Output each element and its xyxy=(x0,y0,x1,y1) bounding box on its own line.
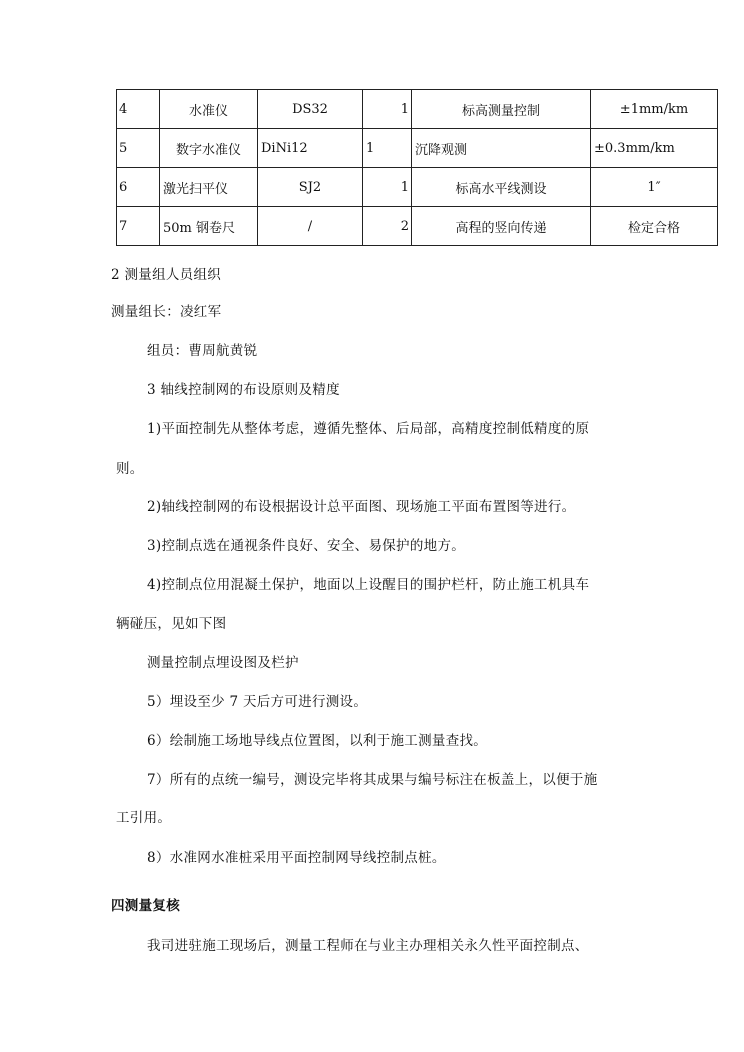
instrument-model: SJ2 xyxy=(258,168,363,207)
instrument-model: DS32 xyxy=(258,90,363,129)
instrument-use: 沉降观测 xyxy=(412,129,591,168)
row-number: 7 xyxy=(117,207,160,246)
row-number: 5 xyxy=(117,129,160,168)
section-title-team: 2 测量组人员组织 xyxy=(111,267,222,283)
section-title-control-network: 3 轴线控制网的布设原则及精度 xyxy=(147,382,340,398)
paragraph-review: 我司进驻施工现场后，测量工程师在与业主办理相关永久性平面控制点、 xyxy=(147,938,589,954)
paragraph-3: 3)控制点选在通视条件良好、安全、易保护的地方。 xyxy=(147,538,466,554)
team-members: 组员：曹周航黄锐 xyxy=(147,343,258,359)
paragraph-1: 1)平面控制先从整体考虑，遵循先整体、后局部，高精度控制低精度的原 xyxy=(147,421,590,437)
instrument-name: 数字水准仪 xyxy=(160,129,258,168)
instrument-model: DiNi12 xyxy=(258,129,363,168)
instrument-model: / xyxy=(258,207,363,246)
figure-caption: 测量控制点埋设图及栏护 xyxy=(147,655,299,671)
instrument-use: 标高水平线测设 xyxy=(412,168,591,207)
instrument-use: 高程的竖向传递 xyxy=(412,207,591,246)
paragraph-5: 5）埋设至少 7 天后方可进行测设。 xyxy=(147,694,368,710)
instrument-accuracy: 检定合格 xyxy=(591,207,718,246)
paragraph-4-cont: 辆碰压，见如下图 xyxy=(116,616,227,632)
instrument-quantity: 2 xyxy=(363,207,412,246)
table-row xyxy=(117,90,718,129)
instrument-use: 标高测量控制 xyxy=(412,90,591,129)
instrument-table xyxy=(116,89,718,246)
section-heading-review: 四测量复核 xyxy=(111,898,180,914)
instrument-name: 水准仪 xyxy=(160,90,258,129)
paragraph-2: 2)轴线控制网的布设根据设计总平面图、现场施工平面布置图等进行。 xyxy=(147,499,576,515)
team-leader: 测量组长：凌红军 xyxy=(111,304,222,320)
table-row xyxy=(117,207,718,246)
table-row xyxy=(117,168,718,207)
instrument-accuracy: ±1mm/km xyxy=(591,90,718,129)
instrument-quantity: 1 xyxy=(363,90,412,129)
paragraph-8: 8）水准网水准桩采用平面控制网导线控制点桩。 xyxy=(147,850,446,866)
paragraph-6: 6）绘制施工场地导线点位置图，以利于施工测量查找。 xyxy=(147,733,488,749)
instrument-quantity: 1 xyxy=(363,168,412,207)
instrument-accuracy: ±0.3mm/km xyxy=(591,129,718,168)
instrument-name: 50m 钢卷尺 xyxy=(160,207,258,246)
instrument-accuracy: 1″ xyxy=(591,168,718,207)
table-row xyxy=(117,129,718,168)
paragraph-1-cont: 则。 xyxy=(116,461,144,477)
paragraph-4: 4)控制点位用混凝土保护，地面以上设醒目的围护栏杆，防止施工机具车 xyxy=(147,577,590,593)
instrument-quantity: 1 xyxy=(363,129,412,168)
row-number: 4 xyxy=(117,90,160,129)
instrument-name: 激光扫平仪 xyxy=(160,168,258,207)
row-number: 6 xyxy=(117,168,160,207)
paragraph-7: 7）所有的点统一编号，测设完毕将其成果与编号标注在板盖上，以便于施 xyxy=(147,772,598,788)
paragraph-7-cont: 工引用。 xyxy=(116,810,172,826)
